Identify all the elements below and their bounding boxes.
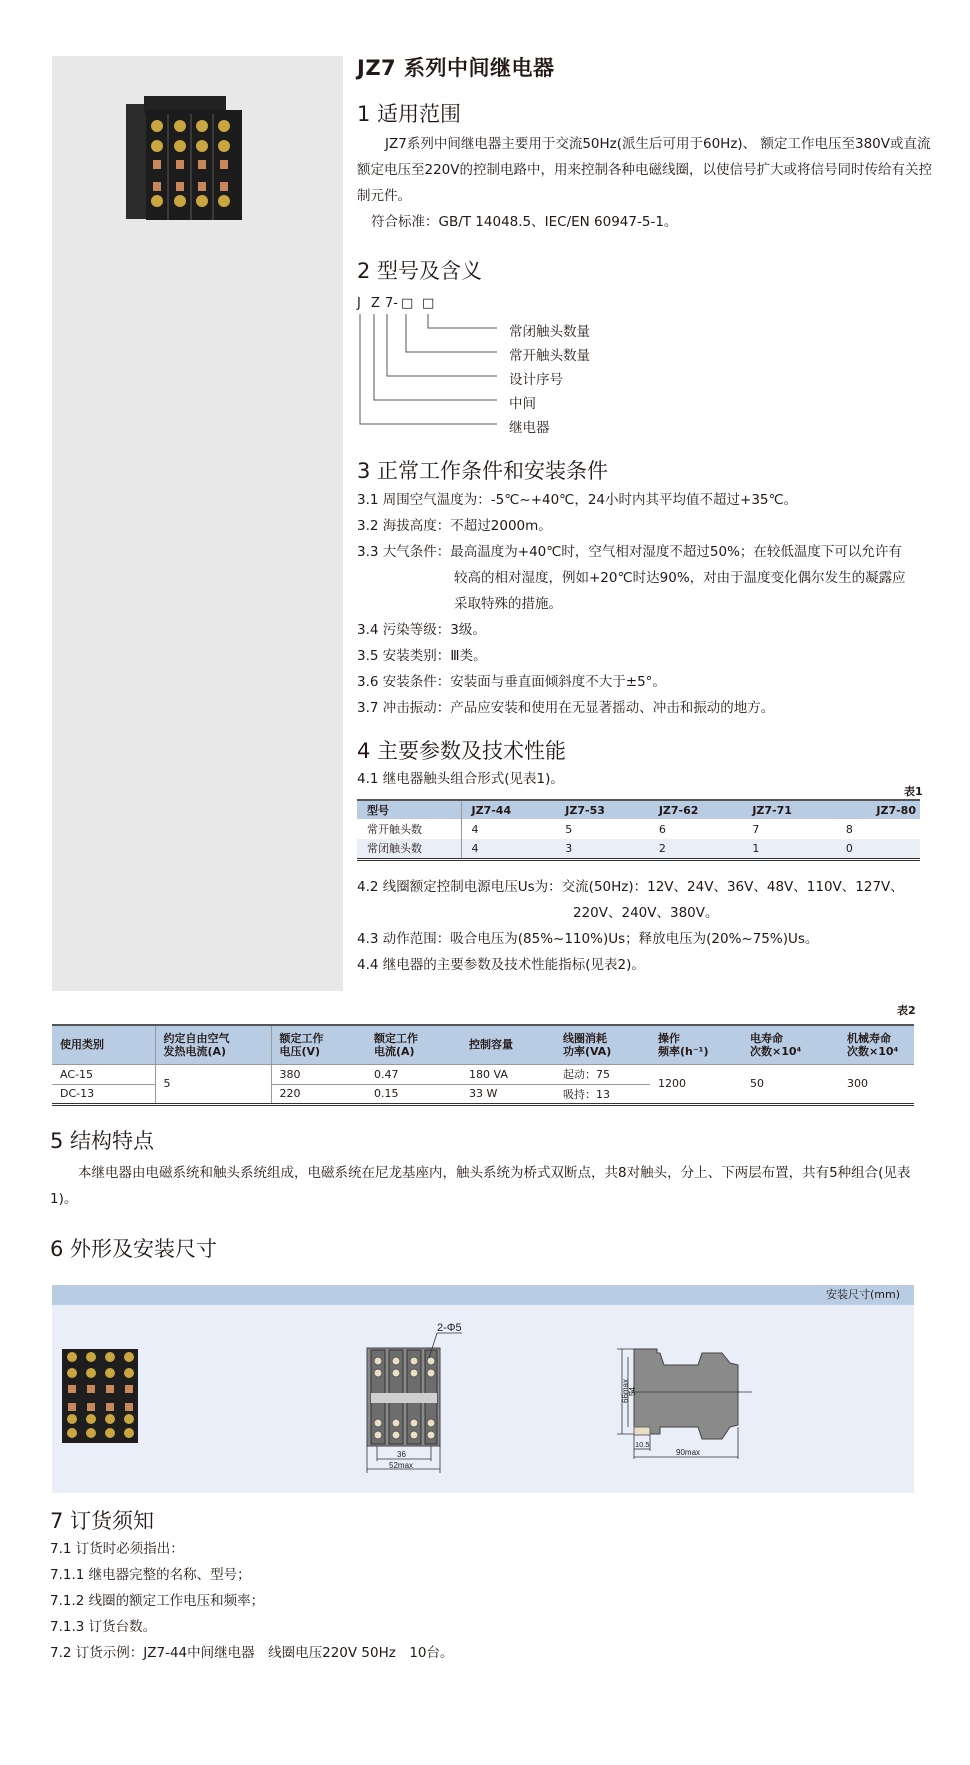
- table-row: [357, 819, 920, 839]
- condition-3-3: 3.3 大气条件：最高温度为+40℃时，空气相对湿度不超过50%；在较低温度下可以允许有: [357, 544, 902, 560]
- section-7-heading: 7 订货须知: [50, 1509, 155, 1533]
- front-view-drawing: [357, 1323, 467, 1473]
- order-7-1-1: 7.1.1 继电器完整的名称、型号；: [50, 1567, 251, 1583]
- table-cell: 380: [271, 1064, 366, 1084]
- document-title: JZ7 系列中间继电器: [357, 56, 555, 80]
- code-label-relay: 继电器: [509, 420, 550, 436]
- height-dimension-label: 66max: [621, 1378, 630, 1403]
- pitch-dimension-label: 36: [397, 1450, 406, 1459]
- code-char-z: Z: [371, 296, 380, 311]
- order-7-1-3: 7.1.3 订货台数。: [50, 1619, 157, 1635]
- item-4-1: 4.1 继电器触头组合形式(见表1)。: [357, 771, 564, 787]
- table-header-cell: JZ7-44: [461, 800, 555, 819]
- table-cell: 起动：75: [555, 1064, 650, 1084]
- technical-parameters-table: [52, 1024, 914, 1106]
- table-cell: 8: [845, 822, 853, 836]
- section-3-heading: 3 正常工作条件和安装条件: [357, 459, 609, 483]
- table-cell: 0.47: [366, 1064, 461, 1084]
- table-header-cell: 线圈消耗 功率(VA): [555, 1025, 650, 1064]
- table-header-cell: 额定工作 电流(A): [366, 1025, 461, 1064]
- contact-combination-table: [357, 799, 920, 861]
- section-5-paragraph: 本继电器由电磁系统和触头系统组成，电磁系统在尼龙基座内，触头系统为桥式双断点，共8对触头，分上、下两层布置，共有5种组合(见表1)。: [50, 1165, 911, 1207]
- rail-dimension-label: 54: [628, 1387, 637, 1396]
- item-4-2-cont: 220V、240V、380V。: [573, 905, 719, 921]
- item-4-4: 4.4 继电器的主要参数及技术性能指标(见表2)。: [357, 957, 645, 973]
- table-cell: 1200: [650, 1064, 742, 1104]
- condition-3-4: 3.4 污染等级：3级。: [357, 622, 486, 638]
- table-row: [357, 839, 920, 859]
- table-header-cell: 电寿命 次数×10⁴: [742, 1025, 839, 1064]
- code-box-nc: □: [422, 296, 435, 311]
- section-2-heading: 2 型号及含义: [357, 259, 483, 283]
- table-cell: 4: [461, 839, 555, 859]
- depth-dimension-label: 90max: [676, 1448, 701, 1457]
- condition-3-3-cont2: 采取特殊的措施。: [454, 596, 562, 612]
- section-1-paragraph: JZ7系列中间继电器主要用于交流50Hz(派生后可用于60Hz)、 额定工作电压至380V或直流额定电压至220V的控制电路中，用来控制各种电磁线圈，以使信号扩大或将信号同时传给有关控制元件。: [357, 136, 933, 204]
- section-1-heading: 1 适用范围: [357, 102, 462, 126]
- code-label-no: 常开触头数量: [509, 348, 590, 364]
- section-4-heading: 4 主要参数及技术性能: [357, 739, 567, 763]
- side-view-drawing: [612, 1347, 772, 1465]
- hole-dimension-label: 2-Φ5: [437, 1323, 462, 1334]
- table-cell: 吸持：13: [555, 1084, 650, 1104]
- table-header-cell: 额定工作 电压(V): [271, 1025, 366, 1064]
- order-7-1: 7.1 订货时必须指出：: [50, 1541, 184, 1557]
- condition-3-3-cont1: 较高的相对湿度，例如+20℃时达90%，对由于温度变化偶尔发生的凝露应: [454, 570, 906, 586]
- table-header-cell: 机械寿命 次数×10⁴: [839, 1025, 914, 1064]
- table-1-caption: 表1: [904, 785, 923, 798]
- table-cell: 7: [752, 822, 760, 836]
- table-header-cell: JZ7-53: [555, 800, 649, 819]
- table-header-row: [52, 1025, 914, 1064]
- code-char-j: J: [357, 296, 361, 311]
- table-cell: DC-13: [52, 1084, 155, 1104]
- order-7-1-2: 7.1.2 线圈的额定工作电压和频率；: [50, 1593, 265, 1609]
- table-row: [52, 1064, 914, 1084]
- table-cell: 3: [555, 839, 649, 859]
- dimensions-unit-label: 安装尺寸(mm): [52, 1285, 914, 1305]
- table-header-cell: 操作 频率(h⁻¹): [650, 1025, 742, 1064]
- table-header-row: [357, 800, 920, 819]
- condition-3-2: 3.2 海拔高度：不超过2000m。: [357, 518, 552, 534]
- table-header-cell: JZ7-80: [836, 800, 920, 819]
- code-char-7: 7-: [385, 296, 398, 311]
- code-label-design: 设计序号: [509, 372, 563, 388]
- code-label-nc: 常闭触头数量: [509, 324, 590, 340]
- table-cell: 5: [155, 1064, 271, 1104]
- table-cell: 180 VA: [461, 1064, 555, 1084]
- item-4-2: 4.2 线圈额定控制电源电压Us为：交流(50Hz)：12V、24V、36V、48V、110V、127V、: [357, 879, 904, 895]
- table-cell: 50: [742, 1064, 839, 1104]
- relay-front-photo: [62, 1347, 138, 1445]
- dimensions-panel: [52, 1285, 914, 1493]
- table-cell: 0: [836, 839, 920, 859]
- order-7-2: 7.2 订货示例：JZ7-44中间继电器 线圈电压220V 50Hz 10台。: [50, 1645, 454, 1661]
- code-box-no: □: [401, 296, 414, 311]
- model-code-diagram: [357, 296, 617, 446]
- table-cell: 220: [271, 1084, 366, 1104]
- offset-dimension-label: 10.5: [635, 1440, 650, 1449]
- width-dimension-label: 52max: [389, 1461, 414, 1470]
- condition-3-6: 3.6 安装条件：安装面与垂直面倾斜度不大于±5°。: [357, 674, 666, 690]
- table-cell: 300: [839, 1064, 914, 1104]
- table-cell: 常开触头数: [357, 819, 461, 839]
- table-cell: 常闭触头数: [357, 839, 461, 859]
- table-cell: 2: [649, 839, 743, 859]
- table-header-cell: 控制容量: [461, 1025, 555, 1064]
- table-cell: 0.15: [366, 1084, 461, 1104]
- condition-3-1: 3.1 周围空气温度为：-5℃~+40℃，24小时内其平均值不超过+35℃。: [357, 492, 798, 508]
- table-cell: 33 W: [461, 1084, 555, 1104]
- table-header-cell: 使用类别: [52, 1025, 155, 1064]
- table-cell: AC-15: [52, 1064, 155, 1084]
- table-2-caption: 表2: [897, 1004, 916, 1017]
- table-cell: 1: [742, 839, 836, 859]
- item-4-3: 4.3 动作范围：吸合电压为(85%~110%)Us；释放电压为(20%~75%)Us。: [357, 931, 819, 947]
- table-cell: 6: [658, 822, 666, 836]
- table-cell: 5: [565, 822, 573, 836]
- condition-3-5: 3.5 安装类别：Ⅲ类。: [357, 648, 487, 664]
- table-header-cell: 约定自由空气 发热电流(A): [155, 1025, 271, 1064]
- section-6-heading: 6 外形及安装尺寸: [50, 1237, 218, 1261]
- table-header-cell: 型号: [357, 800, 461, 819]
- code-leader-lines: [357, 296, 507, 446]
- table-cell: 4: [471, 822, 479, 836]
- section-1-standard: 符合标准：GB/T 14048.5、IEC/EN 60947-5-1。: [371, 214, 678, 230]
- table-header-cell: JZ7-71: [742, 800, 836, 819]
- code-label-intermediate: 中间: [509, 396, 536, 412]
- table-header-cell: JZ7-62: [649, 800, 743, 819]
- section-5-heading: 5 结构特点: [50, 1129, 155, 1153]
- condition-3-7: 3.7 冲击振动：产品应安装和使用在无显著摇动、冲击和振动的地方。: [357, 700, 775, 716]
- relay-product-photo: [124, 96, 246, 224]
